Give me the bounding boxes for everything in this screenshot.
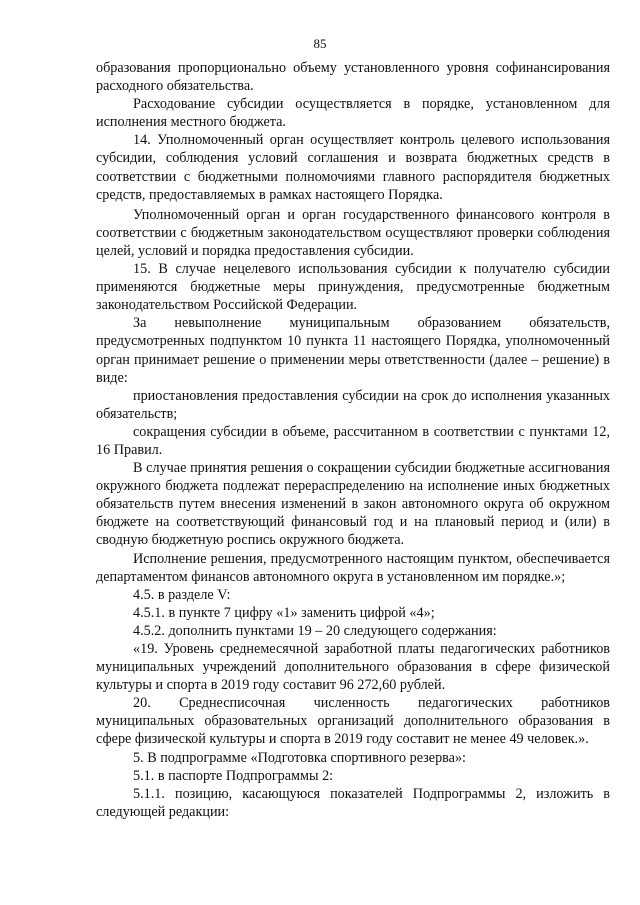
paragraph: сокращения субсидии в объеме, рассчитанном в соответствии с пунктами 12, 16 Правил. xyxy=(96,423,610,458)
paragraph: 14. Уполномоченный орган осуществляет контроль целевого использования субсидии, соблюдения условий соглашения и возврата бюджетных средств в соответствии с бюджетными полномочиями главного распорядителя бюджетных средств, предоставляемых в рамках настоящего Порядка. xyxy=(96,132,610,203)
paragraph: «19. Уровень среднемесячной заработной платы педагогических работников муниципальных учреждений дополнительного образования в сфере физической культуры и спорта в 2019 году составит 96 272,60 рублей. xyxy=(96,641,610,694)
paragraph: 5. В подпрограмме «Подготовка спортивного резерва»: xyxy=(133,749,467,766)
paragraph: 20. Среднесписочная численность педагогических работников муниципальных образовательных организаций дополнительного образования в сфере физической культуры и спорта в 2019 году составит не менее 49 человек.». xyxy=(96,695,610,748)
paragraph: Уполномоченный орган и орган государственного финансового контроля в соответствии с бюджетным законодательством осуществляют проверки соблюдения целей, условий и порядка предоставления субсидии. xyxy=(96,206,610,259)
paragraph: 5.1.1. позицию, касающуюся показателей Подпрограммы 2, изложить в следующей редакции: xyxy=(96,785,610,820)
paragraph: 4.5.1. в пункте 7 цифру «1» заменить цифрой «4»; xyxy=(133,604,435,621)
paragraph: приостановления предоставления субсидии на срок до исполнения указанных обязательств; xyxy=(96,387,610,422)
paragraph: Расходование субсидии осуществляется в порядке, установленном для исполнения местного бюджета. xyxy=(96,96,610,131)
paragraph: 5.1. в паспорте Подпрограммы 2: xyxy=(133,767,334,784)
paragraph: 15. В случае нецелевого использования субсидии к получателю субсидии применяются бюджетные меры принуждения, предусмотренные бюджетным законодательством Российской Федерации. xyxy=(96,261,610,314)
paragraph: В случае принятия решения о сокращении субсидии бюджетные ассигнования окружного бюджета подлежат перераспределению на исполнение иных бюджетных обязательств путем внесения изменений в закон автономного округа об окружном бюджете на соответствующий финансовый год и на плановый период и (или) в сводную бюджетную роспись окружного бюджета. xyxy=(96,460,610,549)
paragraph: 4.5. в разделе V: xyxy=(133,586,231,603)
paragraph: образования пропорционально объему установленного уровня софинансирования расходного обязательства. xyxy=(96,60,610,95)
paragraph: Исполнение решения, предусмотренного настоящим пунктом, обеспечивается департаментом финансов автономного округа в установленном им порядке.»; xyxy=(96,550,610,585)
page-number: 85 xyxy=(313,36,327,51)
paragraph: 4.5.2. дополнить пунктами 19 – 20 следующего содержания: xyxy=(133,622,497,639)
document-body xyxy=(96,59,610,821)
paragraph: За невыполнение муниципальным образованием обязательств, предусмотренных подпунктом 10 пункта 11 настоящего Порядка, уполномоченный орган принимает решение о применении меры ответственности (далее – решение) в виде: xyxy=(96,315,610,386)
